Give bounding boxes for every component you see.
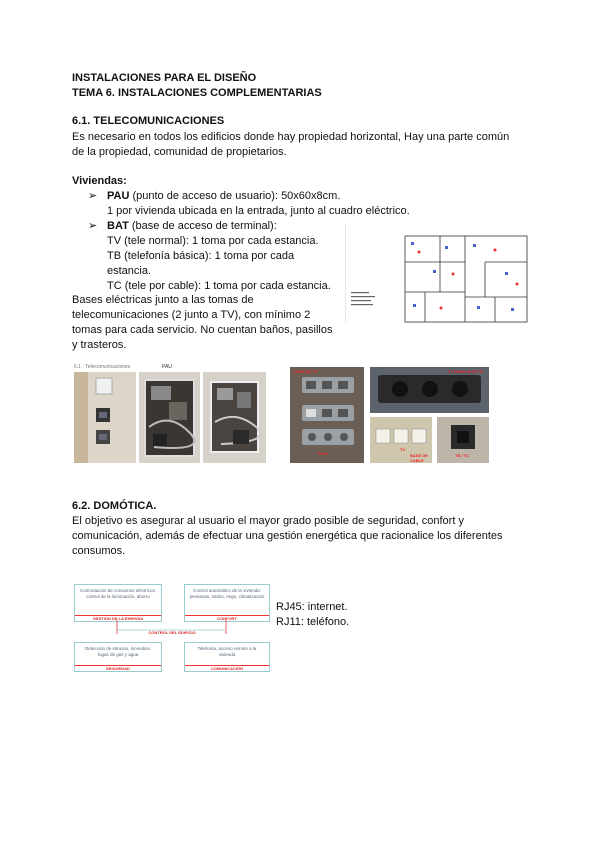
- diagram-box-comfort-text: Control automático de la vivienda: persianas, toldos, riego, climatización: [189, 588, 265, 599]
- pau-wall-photo: [74, 372, 136, 463]
- telecom-intro-2: de la propiedad, comunidad de propietarios.: [72, 146, 287, 158]
- outlet-label-top: TOMA DE TV: [293, 369, 318, 374]
- outlet-label-right: 3 TOMAS ELECTR.: [448, 369, 484, 374]
- outlet-label-dom: BASE DE CABLE: [410, 453, 428, 463]
- doc-title-line2: TEMA 6. INSTALACIONES COMPLEMENTARIAS: [72, 87, 322, 99]
- outlet-label-mid: RJ45: [318, 451, 328, 456]
- pau-box-open-photo-2: [203, 372, 266, 463]
- diagram-center-label: CONTROL DEL EDIFICIO: [148, 630, 196, 635]
- pau-box-open-photo-1: [139, 372, 200, 463]
- triple-socket-photo: [370, 367, 489, 413]
- diagram-box-energy: [74, 584, 162, 622]
- floor-plan-drawing: [345, 222, 531, 330]
- diagram-box-security-text: Detección de intrusos, incendios, fugas de gas y agua: [84, 646, 152, 657]
- domotica-p2: comunicación, además de efectuar una gestión energética que racionalice los diferentes: [72, 530, 503, 542]
- rj-outlet-photo: [437, 417, 489, 463]
- doc-title-line1: INSTALACIONES PARA EL DISEÑO: [72, 72, 257, 84]
- diagram-box-comfort: [184, 584, 270, 622]
- bat-tb-1: TB (telefonía básica): 1 toma por cada: [107, 250, 295, 262]
- pau-term: PAU: [107, 190, 130, 202]
- bat-desc: (base de acceso de terminal):: [128, 220, 277, 232]
- pau-item: [107, 189, 340, 204]
- bases-line-4: y trasteros.: [72, 339, 127, 351]
- domotica-p1: El objetivo es asegurar al usuario el mayor grado posible de seguridad, confort y: [72, 515, 464, 527]
- domotica-diagram: [74, 584, 269, 670]
- floor-plan-image: [345, 222, 531, 330]
- diagram-box-energy-label: GESTIÓN DE LA ENERGÍA: [75, 615, 161, 622]
- tv-outlet-photo: [370, 417, 432, 463]
- section-heading-telecom: 6.1. TELECOMUNICACIONES: [72, 115, 225, 127]
- outlet-label-tv: TV: [400, 447, 406, 452]
- bases-line-1: Bases eléctricas junto a las tomas de: [72, 294, 254, 306]
- diagram-box-communication-label: COMUNICACIÓN: [185, 665, 269, 672]
- bat-item: [107, 219, 277, 234]
- telecom-intro-1: Es necesario en todos los edificios donde hay propiedad horizontal, Hay una parte común: [72, 131, 510, 143]
- domotica-p3: consumos.: [72, 545, 126, 557]
- pau-box-drawing-2: [203, 372, 266, 463]
- diagram-box-communication: [184, 642, 270, 672]
- pau-photo-caption-left: 6.1 · Telecomunicaciones: [74, 364, 131, 370]
- bat-bullet-icon: ➢: [88, 220, 98, 232]
- pau-desc: (punto de acceso de usuario): 50x60x8cm.: [129, 190, 341, 202]
- bat-tv: TV (tele normal): 1 toma por cada estancia.: [107, 235, 319, 247]
- pau-wall-drawing: [74, 372, 136, 463]
- bat-term: BAT: [107, 220, 129, 232]
- rj45-note: RJ45: internet.: [276, 601, 348, 613]
- diagram-box-communication-text: Telefonía, acceso remoto a la vivienda: [197, 646, 257, 657]
- viviendas-heading: Viviendas:: [72, 175, 127, 187]
- pau-bullet-icon: ➢: [88, 190, 98, 202]
- rj11-note: RJ11: teléfono.: [276, 616, 350, 628]
- bat-tc: TC (tele por cable): 1 toma por cada estancia.: [107, 280, 331, 292]
- outlet-label-rj: TB / TC: [455, 453, 469, 458]
- diagram-box-energy-text: Conmutación de consumos eléctricos, control de la iluminación, ahorro: [79, 588, 157, 599]
- diagram-box-security: [74, 642, 162, 672]
- section-heading-domotica: 6.2. DOMÓTICA.: [72, 500, 157, 512]
- diagram-box-security-label: SEGURIDAD: [75, 665, 161, 672]
- pau-box-drawing-1: [139, 372, 200, 463]
- diagram-box-comfort-label: CONFORT: [185, 615, 269, 622]
- bases-line-3: tomas para cada servicio. No cuentan baños, pasillos: [72, 324, 333, 336]
- bat-tb-2: estancia.: [107, 265, 152, 277]
- pau-photo-caption: PAU: [162, 364, 172, 370]
- bases-line-2: telecomunicaciones (2 junto a TV), con mínimo 2: [72, 309, 311, 321]
- outlets-panel-drawing: [290, 367, 364, 463]
- outlets-panel-photo: [290, 367, 364, 463]
- pau-sub: 1 por vivienda ubicada en la entrada, junto al cuadro eléctrico.: [107, 205, 410, 217]
